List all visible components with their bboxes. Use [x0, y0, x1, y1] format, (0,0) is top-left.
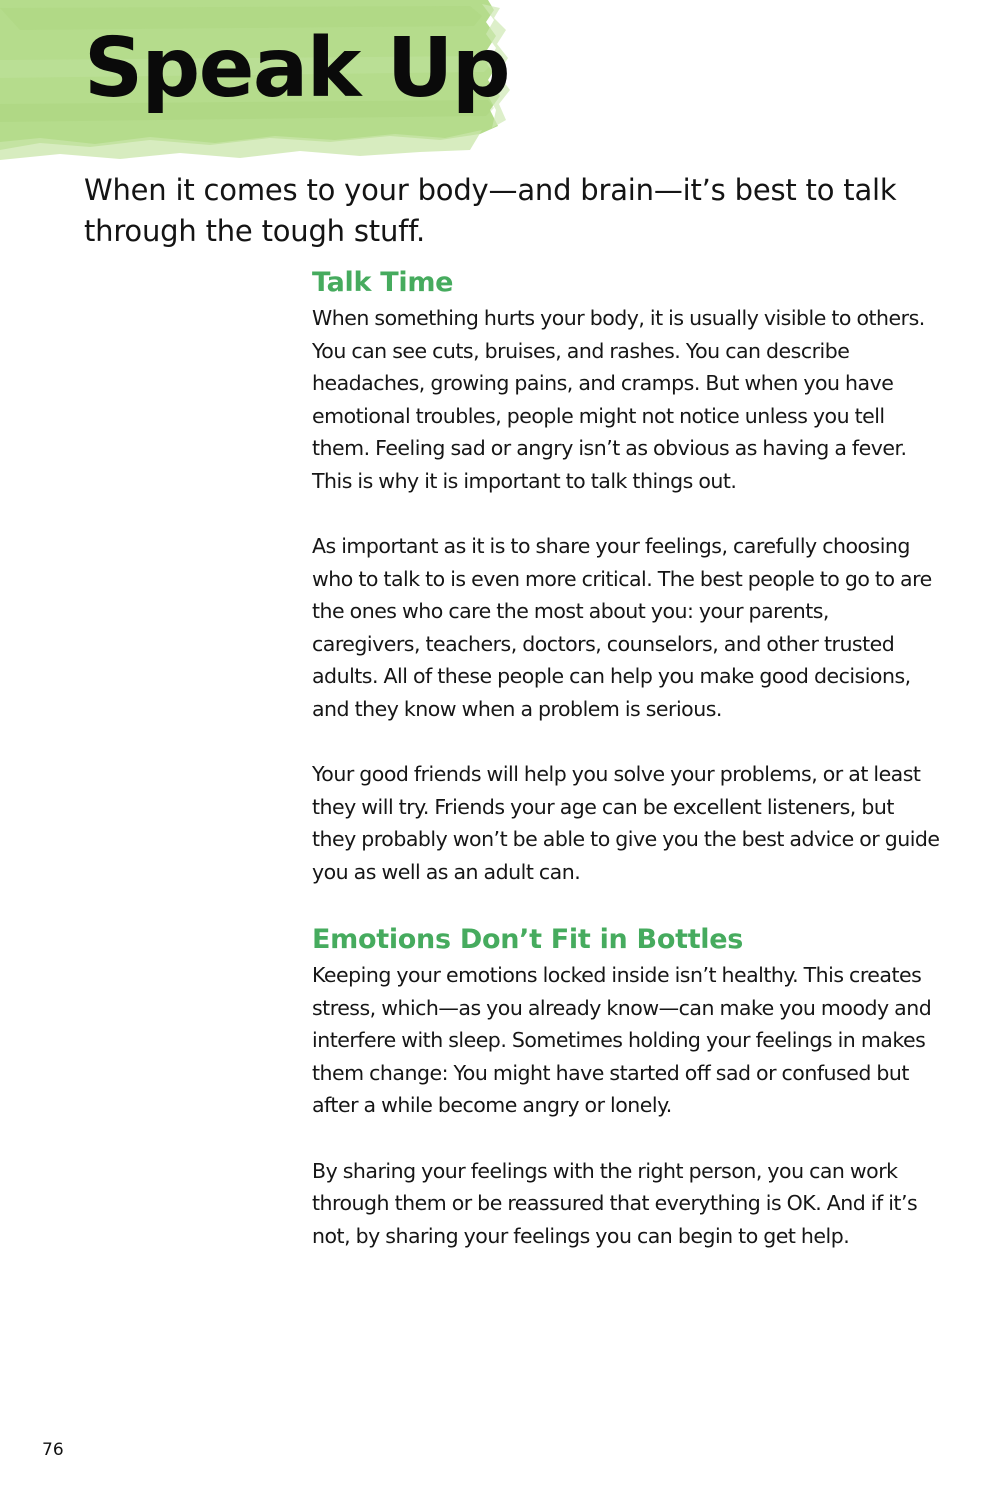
- paragraph-talk-time-3: Your good friends will help you solve your problems, or at least they will try. Friends your age can be excellent listeners, but they probably won’t be able to give you the best advice or guide you as well as an adult can.: [312, 762, 940, 884]
- page-number: 76: [42, 1440, 64, 1460]
- paragraph-talk-time-2: As important as it is to share your feelings, carefully choosing who to talk to is even more critical. The best people to go to are the ones who care the most about you: your parents, caregivers, teachers, doctors, counselors, and other trusted adults. All of these people can help you make good decisions, and they know when a problem is serious.: [312, 534, 932, 721]
- paragraph-talk-time-1: When something hurts your body, it is usually visible to others. You can see cuts, bruises, and rashes. You can describe headaches, growing pains, and cramps. But when you have emotional troubles, people might not notice unless you tell them. Feeling sad or angry isn’t as obvious as having a fever. This is why it is important to talk things out.: [312, 306, 925, 493]
- section-heading-talk-time: Talk Time: [312, 267, 454, 298]
- page-title: Speak Up: [84, 21, 510, 116]
- intro-text: When it comes to your body—and brain—it’s best to talk through the tough stuff.: [84, 173, 897, 248]
- section-heading-emotions: Emotions Don’t Fit in Bottles: [312, 924, 744, 955]
- paragraph-emotions-1: Keeping your emotions locked inside isn’t healthy. This creates stress, which—as you already know—can make you moody and interfere with sleep. Sometimes holding your feelings in makes them change: You might have started off sad or confused but after a while become angry or lonely.: [312, 963, 932, 1117]
- paragraph-emotions-2: By sharing your feelings with the right person, you can work through them or be reassured that everything is OK. And if it’s not, by sharing your feelings you can begin to get help.: [312, 1158, 918, 1248]
- main-content: [312, 264, 942, 1252]
